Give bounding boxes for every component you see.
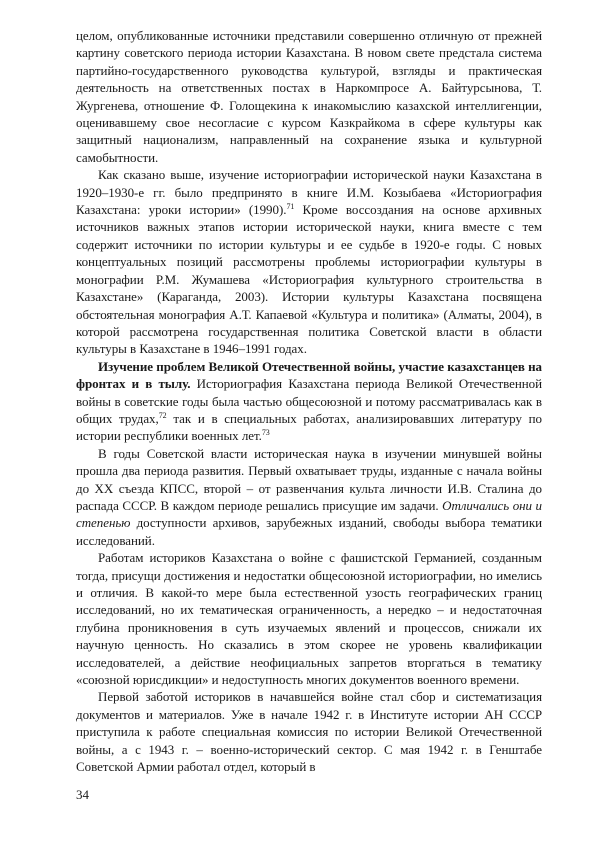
paragraph — [76, 27, 542, 166]
text-run: Первой заботой историков в начавшейся войне стал сбор и систематизация документов и материалов. Уже в начале 1942 г. в Институте истории АН СССР приступила к работе специальная комиссия по истории Великой Отечественной войны, а с 1943 г. – военно-исторический сектор. С мая 1942 г. в Генштабе Советской Армии работал отдел, который в — [76, 689, 542, 775]
text-run: Изучение проблем Великой Отечественной войны, участие казахстанцев на фронтах и в тылу. — [76, 358, 542, 392]
text-run: доступности архивов, зарубежных изданий, свободы выбора тематики исследований. — [76, 515, 542, 548]
text-run: так и в специальных работах, анализировавших литературу по истории республики военных лет. — [76, 410, 542, 444]
page-text-body — [76, 27, 542, 775]
text-run: Отличались они и степенью — [76, 497, 542, 531]
paragraph — [76, 166, 542, 357]
footnote-ref: 71 — [286, 202, 295, 212]
paragraph — [76, 358, 542, 445]
text-run: целом, опубликованные источники представили совершенно отличную от прежней картину советского периода истории Казахстана. В новом свете предстала система партийно-государственного руководства культурой, взгляды и практическая деятельность на ответственных постах в Наркомпросе А. Байтурсынова, Т. Жургенева, отношение Ф. Голощекина к инакомыслию казахской интеллигенции, оценивавшему свое несогласие с курсом Казкрайкома в сфере культуры как защитный национализм, направленный на сохранение языка и культурной самобытности. — [76, 28, 542, 165]
text-run: В годы Советской власти историческая наука в изучении минувшей войны прошла два периода развития. Первый охватывает труды, изданные с начала войны до XX съезда КПСС, второй – от развенчания культа личности И.В. Сталина до распада СССР. В каждом периоде решались присущие им задачи. — [76, 445, 542, 513]
text-run: Как сказано выше, изучение историографии исторической науки Казахстана в 1920–1930-е гг. было предпринято в книге И.М. Козыбаева «Историография Казахстана: уроки истории» (1990). — [76, 167, 542, 218]
page-number: 34 — [76, 787, 89, 802]
paragraph — [76, 549, 542, 688]
text-run: Кроме воссоздания на основе архивных источников важных этапов истории исторической науки, книга вместе с тем содержит источники по истории культуры и ее судьбе в 1920-е годы. С новых концептуальных позиций рассмотрены проблемы историографии культуры в монографии Р.М. Жумашева «Историография культурного строительства в Казахстане» (Караганда, 2003). Истории культуры Казахстана посвящена обстоятельная монография А.Т. Капаевой «Культура и политика» (Алматы, 2004), в которой рассмотрена государственная политика Советской власти в области культуры в Казахстане в 1946–1991 годах. — [76, 202, 542, 357]
paragraph — [76, 688, 542, 775]
footnote-ref: 73 — [261, 428, 270, 438]
text-run: Историография Казахстана периода Великой Отечественной войны в советские годы была частью общесоюзной и потому рассматривалась как в общих трудах, — [76, 376, 542, 426]
paragraph — [76, 445, 542, 549]
footnote-ref: 72 — [158, 410, 167, 420]
text-run: Работам историков Казахстана о войне с фашистской Германией, созданным тогда, присущи достижения и недостатки общесоюзной историографии, но имелись и отличия. В какой-то мере была естественной узость географических границ исследований, но их тематическая ограниченность, а нередко – и недостаточная глубина проникновения в суть изучаемых явлений и процессов, снижали их научную ценность. Но сказались в этом скорее не уровень квалификации исследователей, а действие неофициальных запретов вторгаться в тематику «союзной юрисдикции» и недоступность многих документов военного времени. — [76, 550, 542, 688]
